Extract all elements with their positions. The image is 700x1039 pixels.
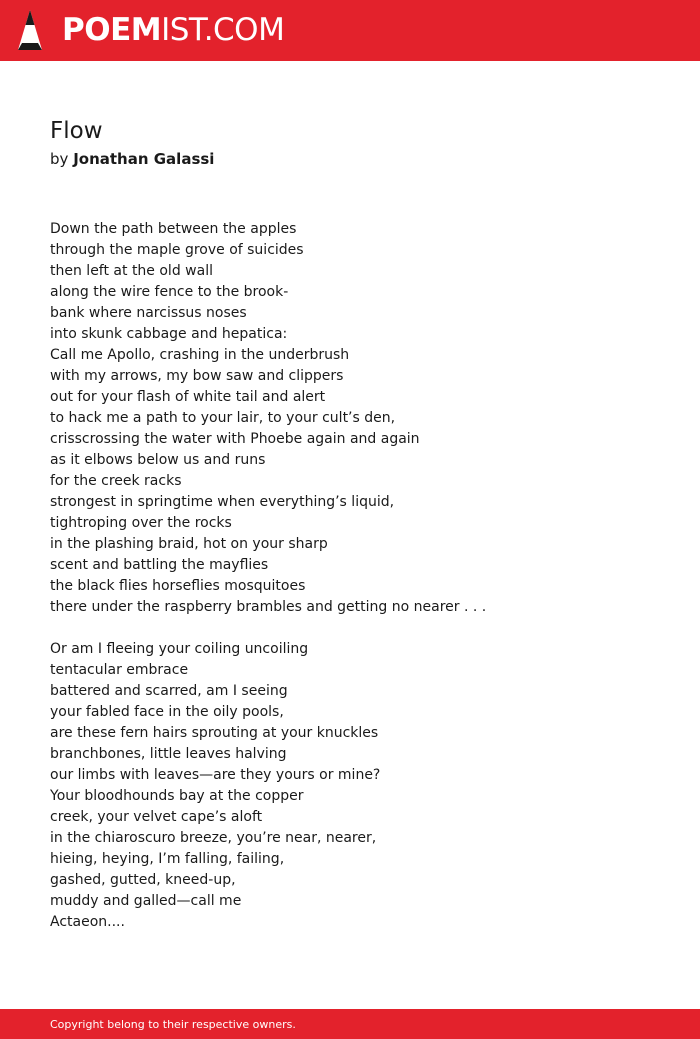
copyright-notice: Copyright belong to their respective owners. <box>50 1018 296 1031</box>
poem-line: gashed, gutted, kneed-up, <box>50 872 236 888</box>
poem-line: Actaeon.... <box>50 914 125 930</box>
poem-line: out for your flash of white tail and alert <box>50 389 326 405</box>
poem-line: strongest in springtime when everything’s liquid, <box>50 494 395 510</box>
poem-line: scent and battling the mayflies <box>50 557 269 573</box>
poem-body <box>50 219 486 954</box>
poem-line: along the wire fence to the brook- <box>50 284 289 300</box>
poem-line: battered and scarred, am I seeing <box>50 683 288 699</box>
site-header <box>0 0 700 61</box>
poem-line: the black flies horseflies mosquitoes <box>50 578 306 594</box>
poem-line: tightroping over the rocks <box>50 515 232 531</box>
poem-line: your fabled face in the oily pools, <box>50 704 284 720</box>
logo-bold-text: POEM <box>62 12 162 48</box>
poem-line: bank where narcissus noses <box>50 305 247 321</box>
poem-line: our limbs with leaves—are they yours or mine? <box>50 767 381 783</box>
poem-stanza <box>50 219 486 618</box>
poem-line: crisscrossing the water with Phoebe again and again <box>50 431 420 447</box>
author-name: Jonathan Galassi <box>73 150 215 168</box>
byline <box>50 149 214 169</box>
site-footer <box>0 1009 700 1039</box>
poem-line: for the creek racks <box>50 473 182 489</box>
poem-line: in the plashing braid, hot on your sharp <box>50 536 328 552</box>
poem-line: are these fern hairs sprouting at your knuckles <box>50 725 379 741</box>
logo-light-text: IST.COM <box>161 12 285 48</box>
poem-line: muddy and galled—call me <box>50 893 242 909</box>
poem-line: branchbones, little leaves halving <box>50 746 287 762</box>
poem-title: Flow <box>50 118 103 144</box>
poem-line: Down the path between the apples <box>50 221 297 237</box>
poem-line: tentacular embrace <box>50 662 189 678</box>
poem-line: Call me Apollo, crashing in the underbrush <box>50 347 350 363</box>
poem-line: as it elbows below us and runs <box>50 452 266 468</box>
poem-line: Or am I fleeing your coiling uncoiling <box>50 641 309 657</box>
by-label: by <box>50 150 69 168</box>
poem-line: creek, your velvet cape’s aloft <box>50 809 263 825</box>
poem-line: to hack me a path to your lair, to your cult’s den, <box>50 410 396 426</box>
site-logo[interactable] <box>62 11 284 49</box>
poem-line: hieing, heying, I’m falling, failing, <box>50 851 285 867</box>
pencil-icon[interactable] <box>17 9 43 51</box>
poem-line: in the chiaroscuro breeze, you’re near, nearer, <box>50 830 377 846</box>
poem-line: Your bloodhounds bay at the copper <box>50 788 304 804</box>
poem-line: through the maple grove of suicides <box>50 242 304 258</box>
poem-line: there under the raspberry brambles and getting no nearer . . . <box>50 599 487 615</box>
poem-line: with my arrows, my bow saw and clippers <box>50 368 344 384</box>
poem-line: into skunk cabbage and hepatica: <box>50 326 288 342</box>
poem-stanza <box>50 639 486 933</box>
poem-line: then left at the old wall <box>50 263 213 279</box>
